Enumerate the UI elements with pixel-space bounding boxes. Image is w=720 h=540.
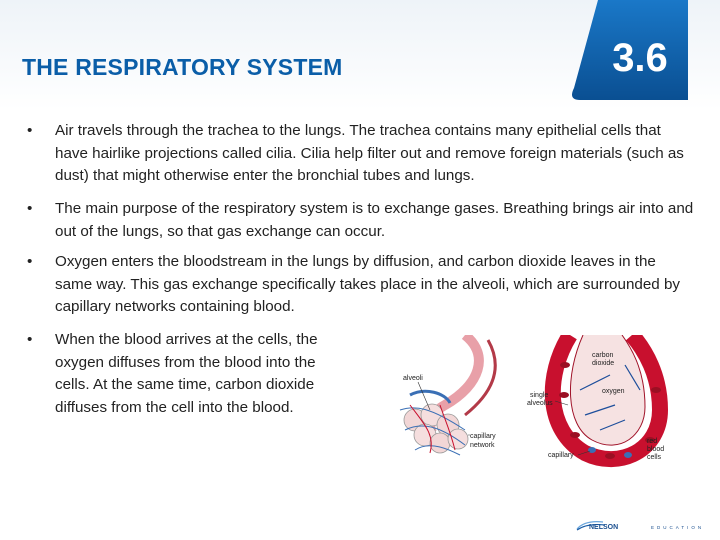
bullet-item — [27, 198, 695, 243]
bullet-text: Oxygen enters the bloodstream in the lungs by diffusion, and carbon dioxide leaves in the same way. This gas exchange specifically takes place in the alveoli, which are surrounded by capillary networks containing blood. — [55, 253, 680, 315]
bullet-item — [27, 251, 695, 319]
bullet-marker: • — [27, 200, 33, 217]
label-red-blood-cells: blood — [647, 446, 665, 453]
logo-brand-subtext: EDUCATION — [651, 525, 705, 530]
section-number: 3.6 — [612, 36, 668, 80]
bullet-item — [27, 120, 695, 188]
label-oxygen: oxygen — [602, 388, 625, 395]
bullet-marker: • — [27, 122, 33, 139]
logo-brand-text: NELSON — [589, 524, 619, 531]
alveoli-gas-exchange-diagram — [370, 335, 715, 470]
bullet-marker: • — [27, 253, 33, 270]
label-single-alveolus: alveolus — [527, 400, 553, 407]
nelson-education-logo — [575, 516, 715, 532]
label-carbon-dioxide: dioxide — [592, 360, 615, 367]
bullet-text: The main purpose of the respiratory system is to exchange gases. Breathing brings air into and out of the lungs, so that gas exchange can occur. — [55, 200, 694, 240]
label-red-blood-cells: cells — [647, 454, 662, 461]
label-single-alveolus: single — [530, 392, 549, 399]
slide-title: THE RESPIRATORY SYSTEM — [22, 54, 343, 80]
bullet-item — [27, 329, 345, 419]
label-capillary-network: capillary — [470, 433, 496, 440]
bullet-text: When the blood arrives at the cells, the oxygen diffuses from the blood into the cells. At the same time, carbon dioxide diffuses from the cell into the blood. — [55, 331, 318, 416]
label-carbon-dioxide: carbon — [592, 352, 614, 359]
bullet-marker: • — [27, 331, 33, 348]
label-alveoli: alveoli — [403, 375, 423, 382]
label-capillary-network: network — [470, 442, 495, 449]
label-red-blood-cells: red — [647, 438, 658, 445]
label-capillary: capillary — [548, 452, 574, 459]
bullet-text: Air travels through the trachea to the lungs. The trachea contains many epithelial cells that have hairlike projections called cilia. Cilia help filter out and remove foreign materials (such as dust) that might otherwise enter the bronchial tubes and lungs. — [55, 122, 684, 184]
